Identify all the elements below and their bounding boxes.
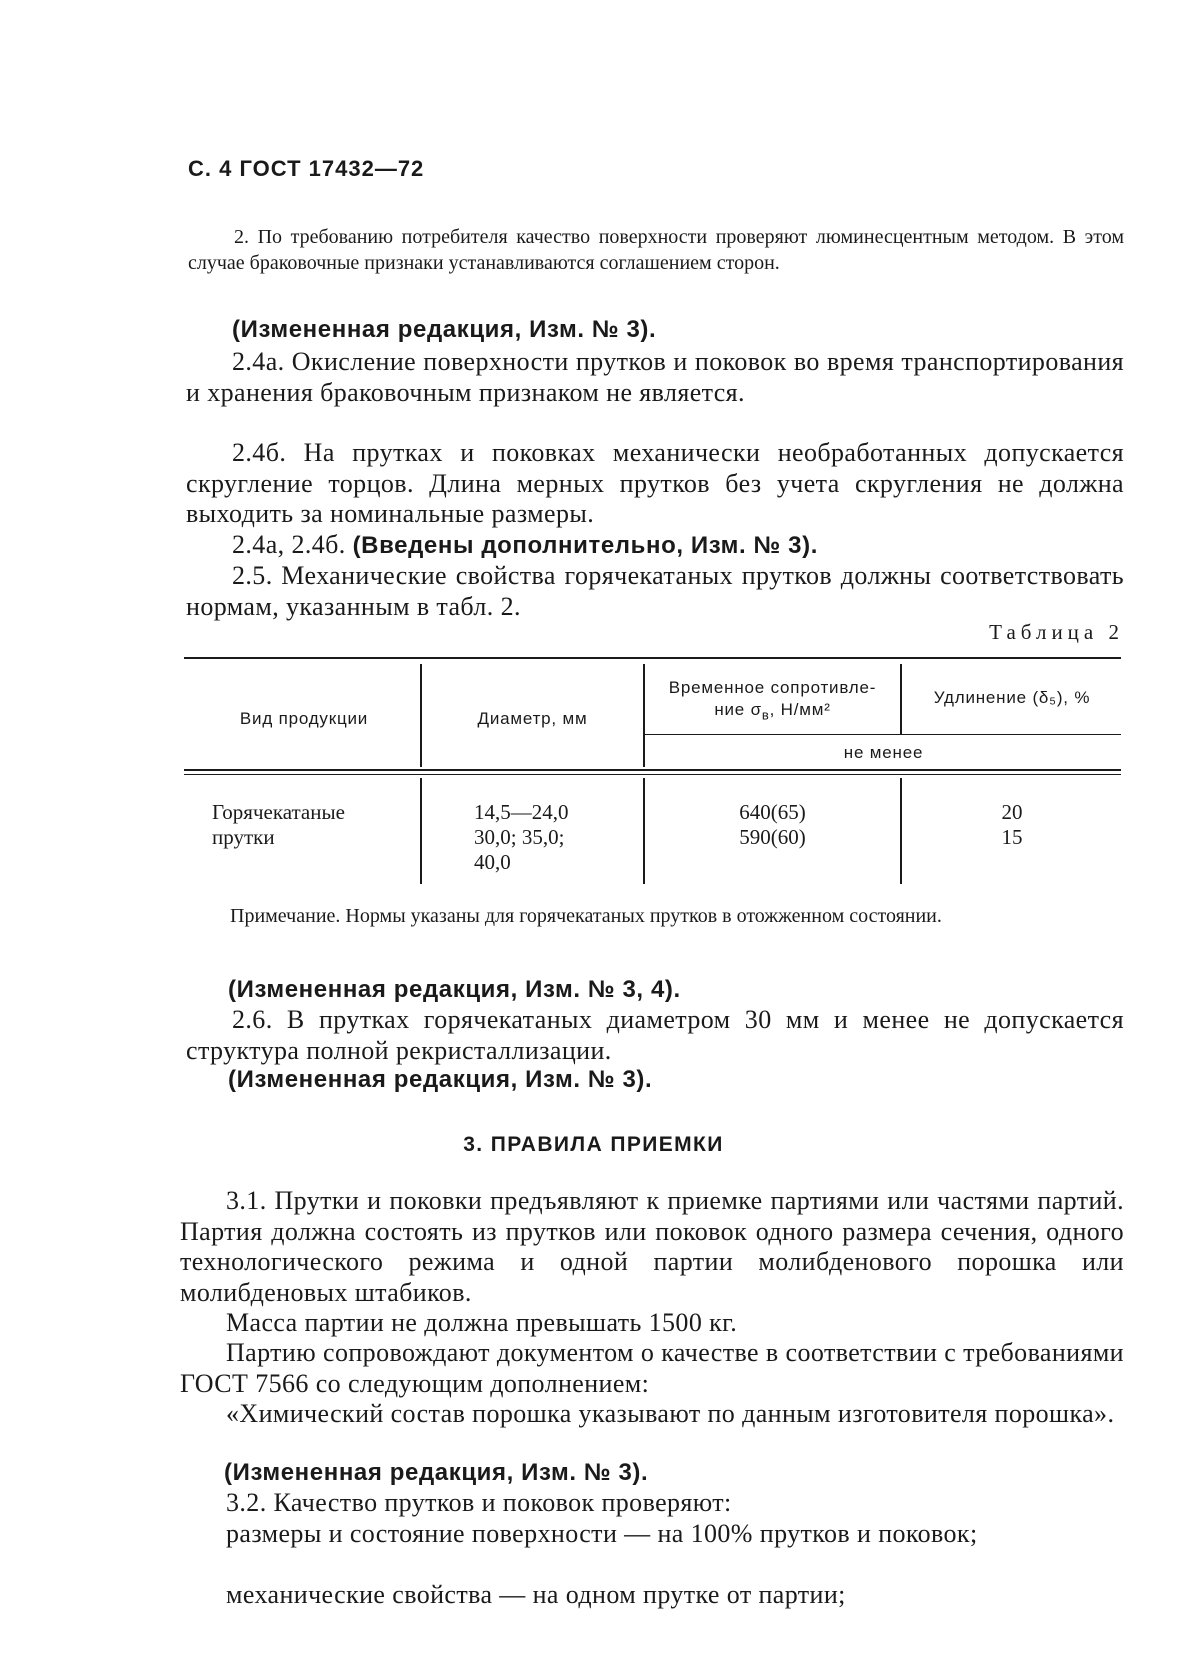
cell-diameter bbox=[474, 800, 569, 875]
table-note: Примечание. Нормы указаны для горячекатаных прутков в отожженном состоянии. bbox=[230, 905, 942, 927]
cell-strength-line1: 640(65) bbox=[739, 800, 806, 824]
paragraph-2-6: 2.6. В прутках горячекатаных диаметром 30 мм и менее не допускается структура полной рекристаллизации. bbox=[186, 1005, 1124, 1065]
edit-note-2: (Измененная редакция, Изм. № 3, 4). bbox=[228, 976, 681, 1003]
paragraph-2-4ab-prefix: 2.4а, 2.4б. bbox=[232, 530, 353, 559]
check-item-1: размеры и состояние поверхности — на 100% прутков и поковок; bbox=[226, 1519, 978, 1548]
cell-product bbox=[212, 800, 345, 850]
paragraph-document: Партию сопровождают документом о качестве в соответствии с требованиями ГОСТ 7566 со следующим дополнением: bbox=[180, 1338, 1124, 1398]
table-subheader-rule bbox=[645, 734, 1121, 735]
paragraph-2-4ab-bold: (Введены дополнительно, Изм. № 3). bbox=[352, 532, 818, 559]
edit-note-1: (Измененная редакция, Изм. № 3). bbox=[232, 316, 657, 343]
paragraph-2-4ab bbox=[186, 530, 1124, 562]
table-top-rule bbox=[184, 657, 1121, 659]
col-header-strength-sub: в bbox=[761, 707, 770, 723]
cell-product-line2: прутки bbox=[212, 825, 275, 849]
edit-note-4: (Измененная редакция, Изм. № 3). bbox=[224, 1459, 649, 1486]
check-item-2: механические свойства — на одном прутке от партии; bbox=[226, 1580, 846, 1609]
col-header-strength-pre: ние σ bbox=[714, 700, 762, 719]
cell-diameter-line3: 40,0 bbox=[474, 850, 511, 874]
cell-strength-line2: 590(60) bbox=[739, 825, 806, 849]
col-header-diameter: Диаметр, мм bbox=[477, 709, 588, 728]
col-header-strength-post: , Н/мм² bbox=[769, 700, 831, 719]
cell-elongation bbox=[902, 800, 1122, 850]
col-header-strength-line2 bbox=[645, 699, 900, 726]
table-header-rule-1 bbox=[184, 769, 1121, 771]
section-title-3: 3. ПРАВИЛА ПРИЕМКИ bbox=[463, 1133, 724, 1156]
table-vline-1-body bbox=[420, 778, 422, 884]
page-header: С. 4 ГОСТ 17432—72 bbox=[188, 156, 425, 181]
col-header-strength bbox=[645, 677, 900, 726]
col-header-strength-line1: Временное сопротивле- bbox=[668, 678, 877, 697]
paragraph-2-4a: 2.4а. Окисление поверхности прутков и поковок во время транспортирования и хранения браковочным признаком не является. bbox=[186, 347, 1124, 407]
cell-elongation-line1: 20 bbox=[1001, 800, 1023, 824]
cell-product-line1: Горячекатаные bbox=[212, 800, 345, 824]
paragraph-3-1: 3.1. Прутки и поковки предъявляют к приемке партиями или частями партий. Партия должна состоять из прутков или поковок одного размера сечения, одного технологического режима и одной партии молибденового порошка или молибденовых штабиков. bbox=[180, 1186, 1124, 1307]
cell-diameter-line2: 30,0; 35,0; bbox=[474, 825, 565, 849]
cell-diameter-line1: 14,5—24,0 bbox=[474, 800, 569, 824]
cell-strength bbox=[645, 800, 900, 850]
cell-elongation-line2: 15 bbox=[1001, 825, 1023, 849]
paragraph-3-2: 3.2. Качество прутков и поковок проверяют: bbox=[226, 1488, 732, 1517]
col-subheader-min: не менее bbox=[843, 743, 924, 762]
edit-note-3: (Измененная редакция, Изм. № 3). bbox=[228, 1066, 653, 1093]
table-caption: Таблица 2 bbox=[989, 620, 1124, 644]
paragraph-mass: Масса партии не должна превышать 1500 кг. bbox=[226, 1308, 738, 1337]
paragraph-2-5: 2.5. Механические свойства горячекатаных прутков должны соответствовать нормам, указанным в табл. 2. bbox=[186, 561, 1124, 621]
col-header-elongation: Удлинение (δ₅), % bbox=[933, 688, 1091, 707]
note-2: 2. По требованию потребителя качество поверхности проверяют люминесцентным методом. В этом случае браковочные признаки устанавливаются соглашением сторон. bbox=[188, 226, 1124, 274]
paragraph-2-4b: 2.4б. На прутках и поковках механически необработанных допускается скругление торцов. Длина мерных прутков без учета скругления не должна выходить за номинальные размеры. bbox=[186, 438, 1124, 528]
table-header-rule-2 bbox=[184, 774, 1121, 775]
col-header-product: Вид продукции bbox=[239, 709, 369, 728]
paragraph-quote: «Химический состав порошка указывают по данным изготовителя порошка». bbox=[226, 1399, 1115, 1428]
